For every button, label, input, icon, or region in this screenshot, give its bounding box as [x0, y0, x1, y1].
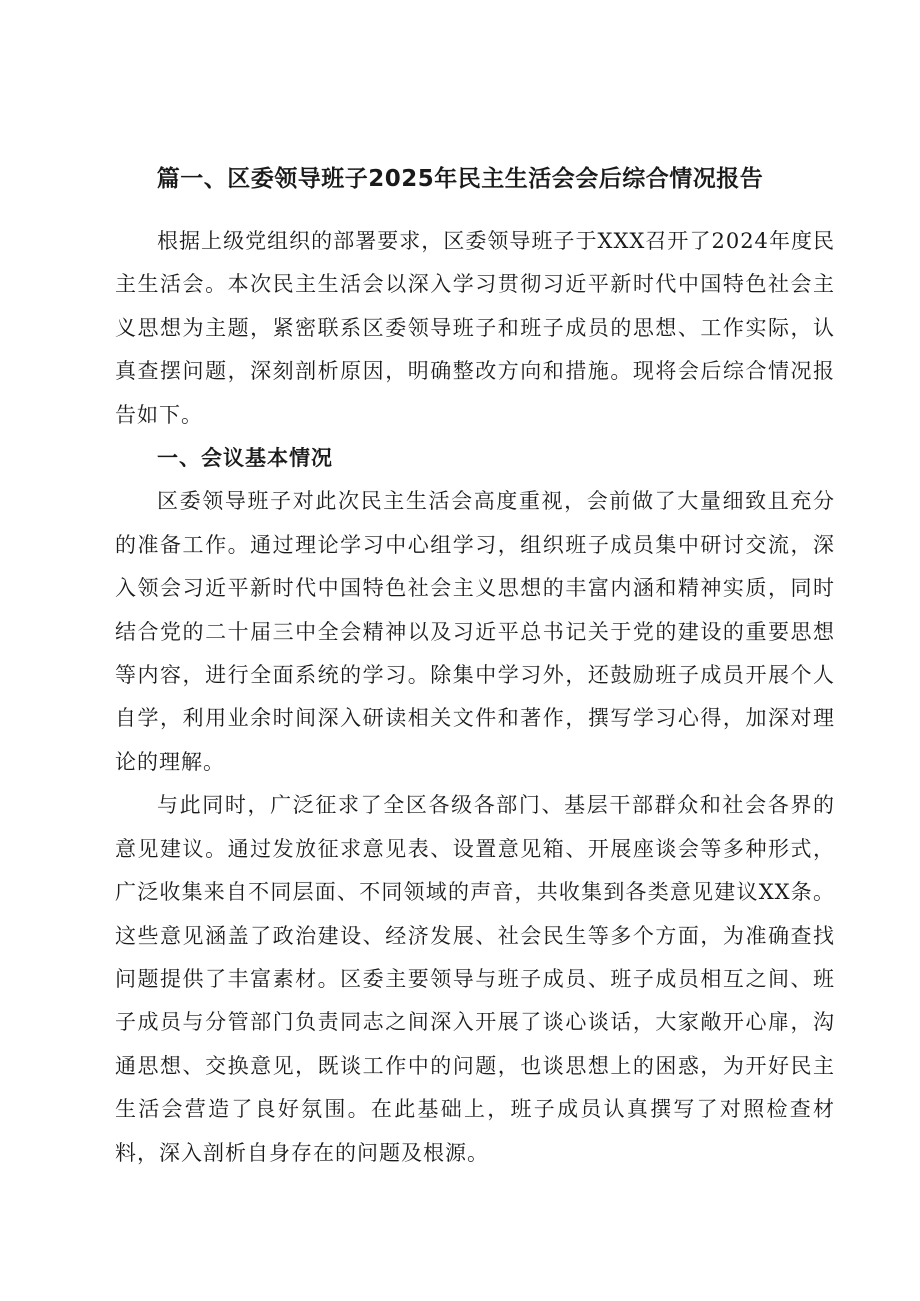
- section-heading: 一、会议基本情况: [157, 446, 333, 471]
- section-paragraph-1: 区委领导班子对此次民主生活会高度重视，会前做了大量细致且充分的准备工作。通过理论学习中心组学习，组织班子成员集中研讨交流，深入领会习近平新时代中国特色社会主义思想的丰富内涵和精神实质，同时结合党的二十届三中全会精神以及习近平总书记关于党的建设的重要思想等内容，进行全面系统的学习。除集中学习外，还鼓励班子成员开展个人自学，利用业余时间深入研读相关文件和著作，撰写学习心得，加深对理论的理解。: [115, 489, 835, 774]
- intro-paragraph: 根据上级党组织的部署要求，区委领导班子于XXX召开了2024年度民主生活会。本次民主生活会以深入学习贯彻习近平新时代中国特色社会主义思想为主题，紧密联系区委领导班子和班子成员的思想、工作实际，认真查摆问题，深刻剖析原因，明确整改方向和措施。现将会后综合情况报告如下。: [115, 229, 835, 427]
- section-paragraph-2: 与此同时，广泛征求了全区各级各部门、基层干部群众和社会各界的意见建议。通过发放征求意见表、设置意见箱、开展座谈会等多种形式，广泛收集来自不同层面、不同领域的声音，共收集到各类意见建议XX条。这些意见涵盖了政治建设、经济发展、社会民生等多个方面，为准确查找问题提供了丰富素材。区委主要领导与班子成员、班子成员相互之间、班子成员与分管部门负责同志之间深入开展了谈心谈话，大家敞开心扉，沟通思想、交换意见，既谈工作中的问题，也谈思想上的困惑，为开好民主生活会营造了良好氛围。在此基础上，班子成员认真撰写了对照检查材料，深入剖析自身存在的问题及根源。: [115, 793, 835, 1165]
- document-body: [115, 220, 835, 1175]
- document-title: 篇一、区委领导班子2025年民主生活会会后综合情况报告: [156, 166, 764, 192]
